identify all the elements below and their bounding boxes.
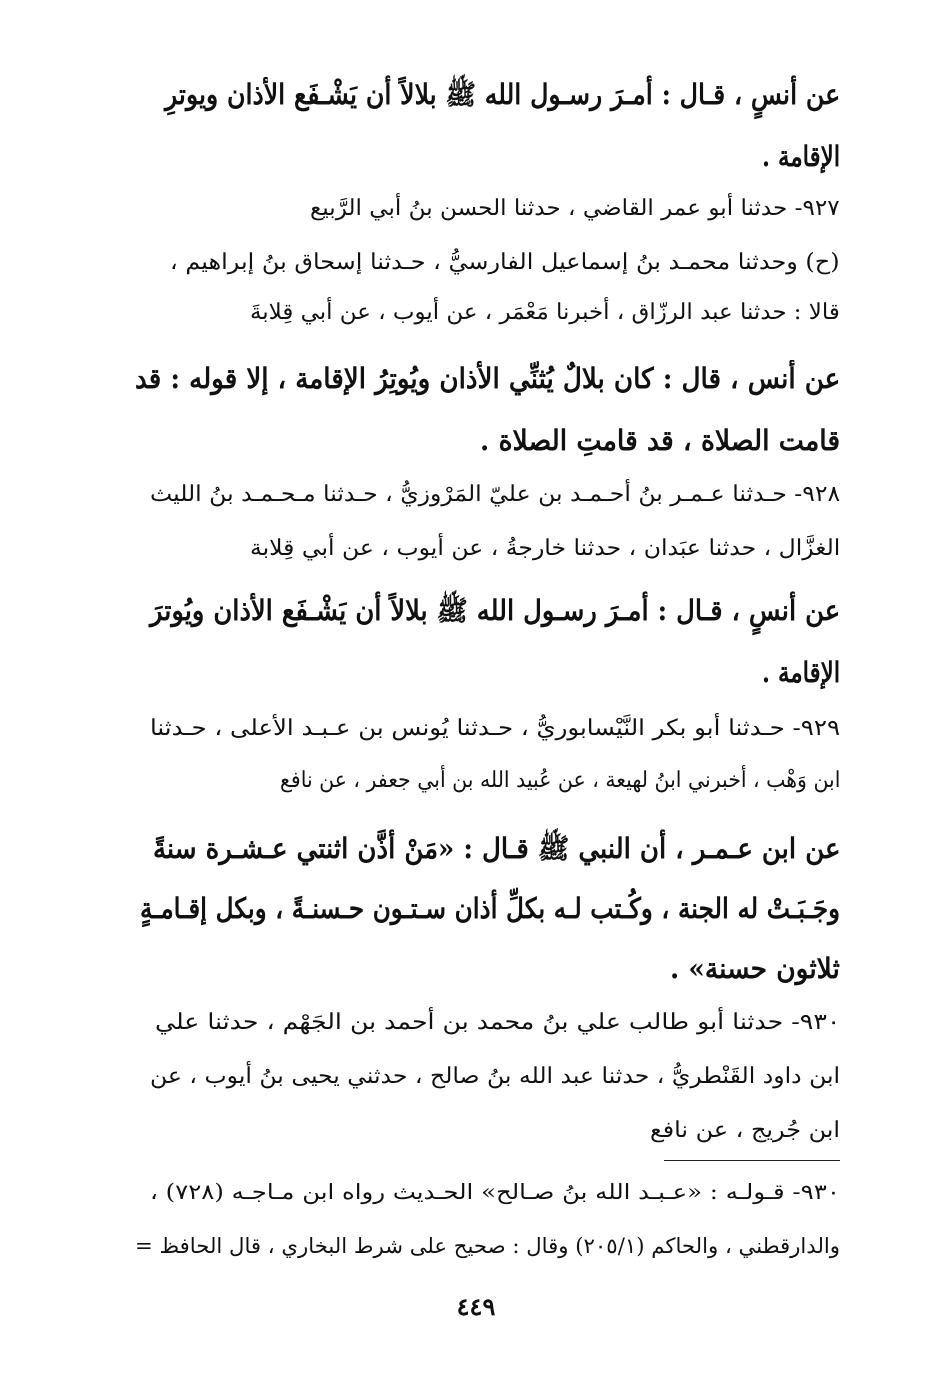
hadith-text-line: ثلاثون حسنة» .	[670, 952, 840, 985]
hadith-text-line: عن ابن عـمـر ، أن النبي ﷺ قـال : «مَنْ أذَّن اثنتي عـشـرة سنةً	[152, 832, 840, 865]
isnad-line: ٩٢٧- حدثنا أبو عمر القاضي ، حدثنا الحسن بنُ أبي الرَّبيع	[310, 196, 840, 221]
isnad-line: الغزَّال ، حدثنا عبَدان ، حدثنا خارجةُ ، عن أيوب ، عن أبي قِلابة	[249, 536, 840, 561]
hadith-text-line: وجَـبَـتْ له الجنة ، وكُـتب لـه بكلِّ أذان سـتـون حـسنـةً ، وبكل إقـامـةٍ	[139, 892, 840, 925]
isnad-line: ابن جُريج ، عن نافع	[649, 1118, 840, 1143]
hadith-text-line: الإقامة .	[761, 656, 840, 689]
isnad-line: قالا : حدثنا عبد الرزّاق ، أخبرنا مَعْمَر ، عن أيوب ، عن أبي قِلابةَ	[250, 300, 840, 325]
footnote-line: ٩٣٠- قـولـه : «عـبـد الله بنُ صـالح» الحـديث رواه ابن مـاجـه (٧٢٨) ،	[150, 1180, 840, 1204]
hadith-text-line: عن أنسٍ ، قـال : أمـرَ رسـول الله ﷺ بلالاً أن يَشْـفَع الأذان ويوترِ	[164, 78, 840, 111]
isnad-line: ٩٢٩- حـدثنا أبو بكر النَّيْسابوريُّ ، حـدثنا يُونس بن عـبـد الأعلى ، حـدثنا	[149, 716, 840, 741]
hadith-text-line: الإقامة .	[761, 140, 840, 173]
isnad-line: ٩٣٠- حدثنا أبو طالب علي بنُ محمد بن أحمد بن الجَهْم ، حدثنا علي	[154, 1010, 840, 1035]
hadith-text-line: عن أنس ، قال : كان بلالٌ يُثنِّي الأذان ويُوتِرُ الإقامة ، إلا قوله : قد	[134, 362, 840, 395]
footnote-line: والدارقطني ، والحاكم (٢٠٥/١) وقال : صحيح على شرط البخاري ، قال الحافظ =	[134, 1234, 840, 1258]
hadith-text-line: عن أنسٍ ، قـال : أمـرَ رسـول الله ﷺ بلالاً أن يَشْـفَع الأذان ويُوترَ	[149, 594, 840, 627]
footnote-separator	[664, 1160, 840, 1161]
hadith-text-line: قامت الصلاة ، قد قامتِ الصلاة .	[479, 424, 840, 457]
isnad-line: ابن وَهْب ، أخبرني ابنُ لهيعة ، عن عُبيد الله بن أبي جعفر ، عن نافع	[279, 768, 840, 793]
isnad-line: (ح) وحدثنا محمـد بنُ إسماعيل الفارسيُّ ، حـدثنا إسحاق بنُ إبراهيم ،	[170, 250, 840, 275]
page-number: ٤٤٩	[456, 1292, 496, 1321]
isnad-line: ابن داود القَنْطريُّ ، حدثنا عبد الله بنُ صالح ، حدثني يحيى بنُ أيوب ، عن	[149, 1064, 840, 1089]
isnad-line: ٩٢٨- حـدثنا عـمـر بنُ أحـمـد بن عليّ المَرْوزيُّ ، حـدثنا مـحـمـد بنُ الليث	[149, 482, 840, 507]
